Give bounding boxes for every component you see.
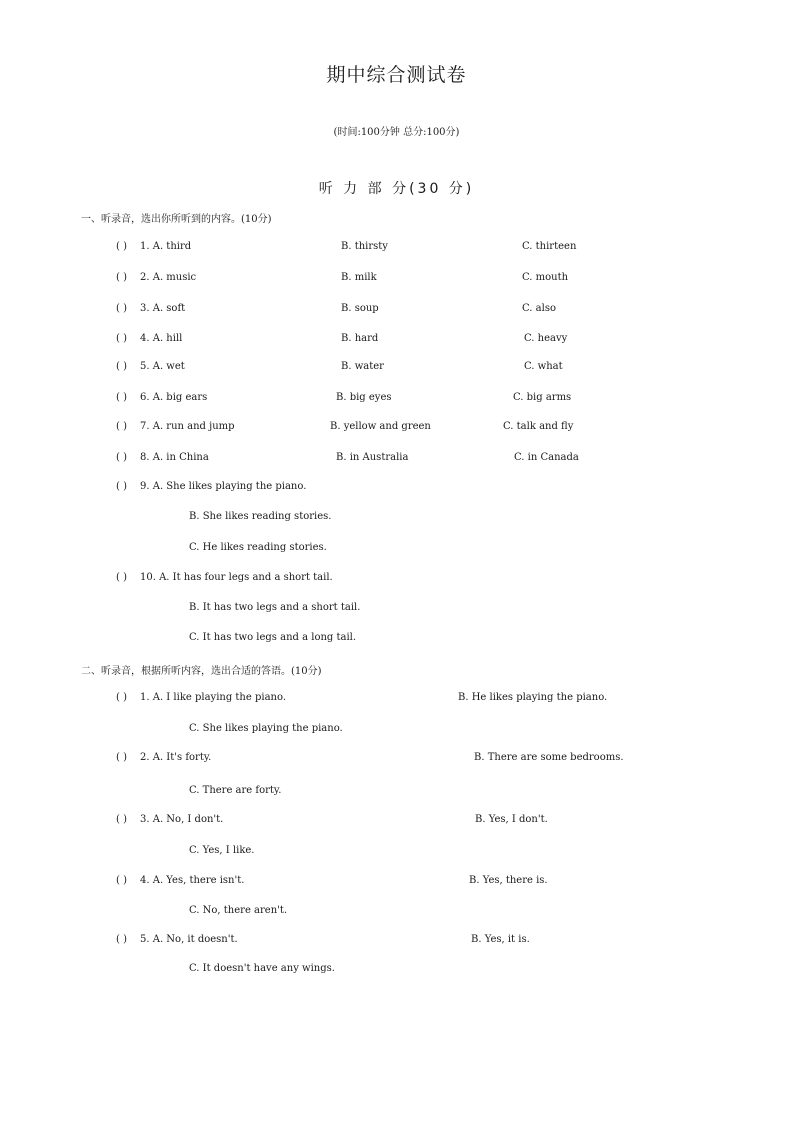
option-b: B. It has two legs and a short tail.: [189, 602, 361, 613]
option-c: C. She likes playing the piano.: [189, 723, 343, 734]
option-b: B. Yes, I don't.: [475, 814, 548, 825]
option-c: C. heavy: [524, 333, 568, 344]
page-title: 期中综合测试卷: [326, 64, 467, 86]
answer-blank[interactable]: ( ): [116, 692, 127, 703]
option-b: B. water: [341, 361, 384, 372]
option-c: C. It has two legs and a long tail.: [189, 632, 357, 643]
option-a: 5. A. wet: [140, 361, 185, 372]
answer-blank[interactable]: ( ): [116, 333, 127, 344]
answer-blank[interactable]: ( ): [116, 934, 127, 945]
option-a: 7. A. run and jump: [140, 421, 235, 432]
option-c: C. what: [524, 361, 563, 372]
answer-blank[interactable]: ( ): [116, 241, 127, 252]
option-a: 8. A. in China: [140, 452, 209, 463]
option-c: C. Yes, I like.: [189, 845, 255, 856]
option-b: B. milk: [341, 272, 377, 283]
option-b: B. yellow and green: [330, 421, 431, 432]
option-c: C. It doesn't have any wings.: [189, 963, 335, 974]
option-a: 3. A. No, I don't.: [140, 814, 224, 825]
part-title: 听 力 部 分(30 分): [318, 181, 475, 197]
option-c: C. big arms: [513, 392, 572, 403]
option-c: C. thirteen: [522, 241, 577, 252]
option-c: C. in Canada: [514, 452, 579, 463]
option-c: C. talk and fly: [503, 421, 574, 432]
answer-blank[interactable]: ( ): [116, 361, 127, 372]
answer-blank[interactable]: ( ): [116, 452, 127, 463]
answer-blank[interactable]: ( ): [116, 481, 127, 492]
option-a: 4. A. Yes, there isn't.: [140, 875, 245, 886]
exam-info: (时间:100分钟 总分:100分): [333, 127, 460, 138]
answer-blank[interactable]: ( ): [116, 421, 127, 432]
option-a: 4. A. hill: [140, 333, 183, 344]
option-a: 9. A. She likes playing the piano.: [140, 481, 307, 492]
answer-blank[interactable]: ( ): [116, 392, 127, 403]
answer-blank[interactable]: ( ): [116, 752, 127, 763]
option-b: B. soup: [341, 303, 379, 314]
option-a: 1. A. I like playing the piano.: [140, 692, 286, 703]
option-b: B. thirsty: [341, 241, 388, 252]
option-b: B. in Australia: [336, 452, 409, 463]
option-c: C. There are forty.: [189, 785, 282, 796]
option-b: B. hard: [341, 333, 379, 344]
option-c: C. No, there aren't.: [189, 905, 288, 916]
option-b: B. Yes, there is.: [469, 875, 548, 886]
option-b: B. He likes playing the piano.: [458, 692, 608, 703]
option-a: 2. A. It's forty.: [140, 752, 212, 763]
option-c: C. He likes reading stories.: [189, 542, 327, 553]
answer-blank[interactable]: ( ): [116, 875, 127, 886]
option-a: 6. A. big ears: [140, 392, 208, 403]
answer-blank[interactable]: ( ): [116, 814, 127, 825]
answer-blank[interactable]: ( ): [116, 272, 127, 283]
option-a: 2. A. music: [140, 272, 197, 283]
option-b: B. There are some bedrooms.: [474, 752, 624, 763]
option-a: 3. A. soft: [140, 303, 186, 314]
option-c: C. mouth: [522, 272, 569, 283]
section-1-heading: 一、听录音，选出你所听到的内容。(10分): [81, 214, 272, 225]
option-a: 10. A. It has four legs and a short tail.: [140, 572, 333, 583]
option-b: B. Yes, it is.: [471, 934, 530, 945]
option-b: B. She likes reading stories.: [189, 511, 332, 522]
answer-blank[interactable]: ( ): [116, 303, 127, 314]
option-c: C. also: [522, 303, 556, 314]
option-b: B. big eyes: [336, 392, 392, 403]
option-a: 1. A. third: [140, 241, 192, 252]
option-a: 5. A. No, it doesn't.: [140, 934, 238, 945]
answer-blank[interactable]: ( ): [116, 572, 127, 583]
section-2-heading: 二、听录音，根据所听内容，选出合适的答语。(10分): [81, 666, 322, 677]
